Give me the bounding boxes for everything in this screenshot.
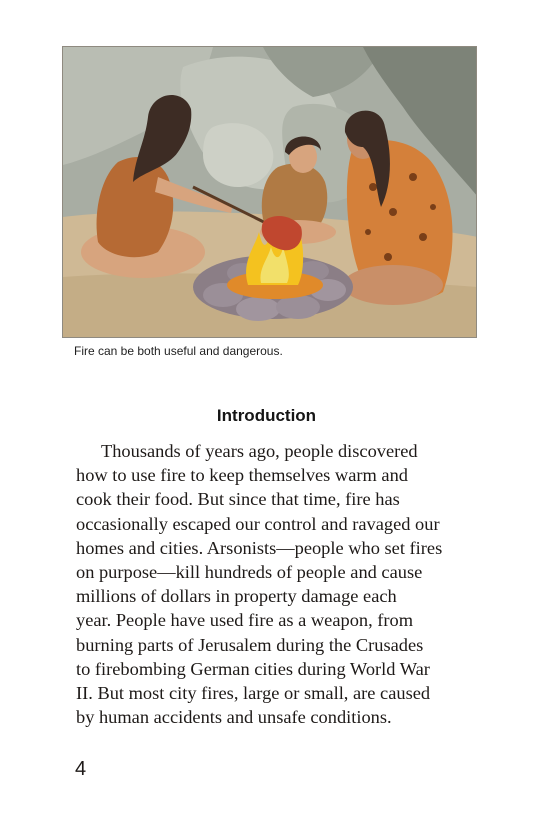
paragraph-line: burning parts of Jerusalem during the Crusades bbox=[76, 634, 424, 655]
paragraph-line: to firebombing German cities during World War bbox=[76, 658, 430, 679]
paragraph-line: Thousands of years ago, people discovered bbox=[101, 441, 418, 461]
paragraph-line: homes and cities. Arsonists—people who set fires bbox=[76, 537, 443, 558]
paragraph-line: millions of dollars in property damage each bbox=[76, 586, 397, 607]
page-number: 4 bbox=[75, 758, 87, 780]
paragraph-line: year. People have used fire as a weapon, from bbox=[76, 610, 414, 631]
body-paragraph bbox=[76, 439, 476, 729]
cave-illustration bbox=[62, 46, 477, 338]
paragraph-line: how to use fire to keep themselves warm and bbox=[76, 465, 408, 486]
paragraph-line: cook their food. But since that time, fire has bbox=[76, 489, 400, 510]
paragraph-line: on purpose—kill hundreds of people and cause bbox=[76, 562, 423, 583]
paragraph-line: occasionally escaped our control and ravaged our bbox=[76, 513, 440, 534]
figure-caption: Fire can be both useful and dangerous. bbox=[74, 344, 283, 358]
paragraph-line: II. But most city fires, large or small, are caused bbox=[76, 683, 431, 704]
section-heading: Introduction bbox=[216, 406, 317, 425]
paragraph-line: by human accidents and unsafe conditions. bbox=[76, 707, 392, 728]
man-legs bbox=[343, 265, 443, 305]
